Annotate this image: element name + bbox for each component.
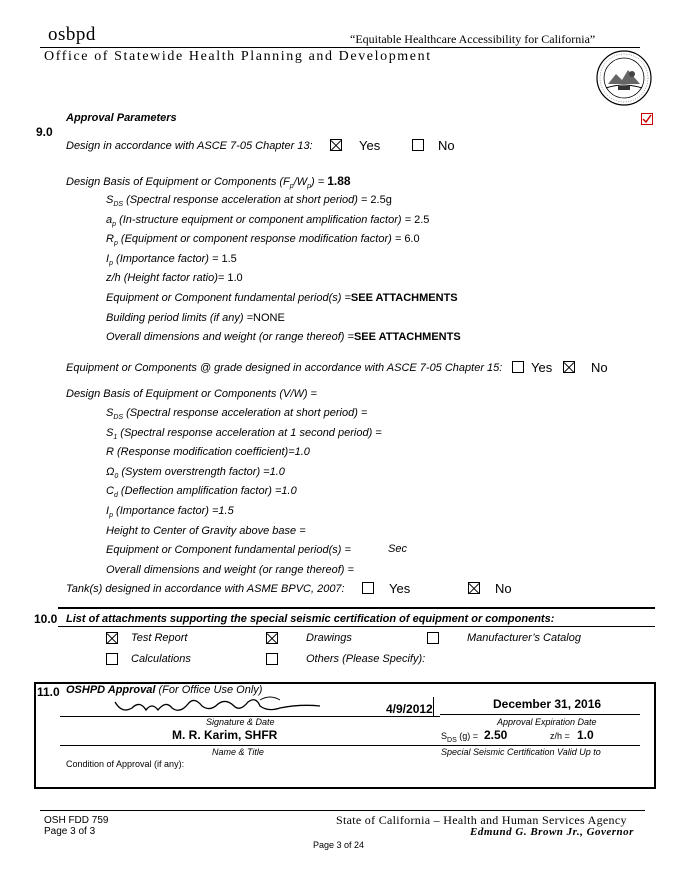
section-10-number: 10.0: [34, 612, 58, 626]
param-row: [106, 427, 382, 441]
param-text: (Importance factor) =1.5: [112, 505, 234, 517]
param-text: Height to Center of Gravity above base =: [106, 524, 306, 537]
asme-no-checkbox[interactable]: [468, 582, 480, 594]
section-11-number: 11.0: [37, 685, 60, 699]
expiration-date: December 31, 2016: [493, 697, 602, 711]
asce-ch13-no-label: No: [438, 138, 455, 153]
zh-label: z/h =: [550, 731, 570, 741]
param-row: [106, 312, 285, 324]
param-subscript: 0: [114, 472, 119, 480]
param-value: SEE ATTACHMENTS: [353, 331, 461, 344]
param-row: [106, 564, 354, 576]
param-row: [106, 233, 420, 247]
approver-name: M. R. Karim, SHFR: [172, 728, 278, 742]
drawings-label: Drawings: [306, 632, 352, 644]
calculations-label: Calculations: [131, 653, 191, 665]
asme-yes-label: Yes: [389, 581, 411, 596]
cert-caption: Special Seismic Certification Valid Up to: [441, 747, 601, 757]
param-text: (Equipment or component response modification factor) =: [117, 233, 405, 246]
asce-ch13-label: Design in accordance with ASCE 7-05 Chapter 13:: [66, 140, 313, 152]
param-row: [106, 466, 285, 480]
drawings-checkbox[interactable]: [266, 632, 278, 644]
document-page-number: Page 3 of 24: [313, 840, 365, 850]
design-basis-vw-label: Design Basis of Equipment or Components (V/W) =: [66, 388, 317, 400]
param-text: (In-structure equipment or component amplification factor) =: [116, 213, 415, 226]
param-symbol: R: [106, 233, 114, 246]
param-row: [106, 214, 429, 228]
param-row: [106, 446, 310, 458]
section-9-number: 9.0: [36, 125, 53, 139]
param-symbol: z/h: [106, 272, 121, 285]
asce-ch15-no-checkbox[interactable]: [563, 361, 575, 373]
param-text: R (Response modification coefficient)=1.0: [106, 446, 310, 459]
design-basis-fp-label: Design Basis of Equipment or Components $(F_p/W_p) = 1.88$: [66, 174, 351, 191]
manufacturers-catalog-checkbox[interactable]: [427, 632, 439, 644]
param-text: Building period limits (if any) =: [106, 311, 254, 324]
california-seal-icon: [596, 50, 652, 106]
param-subscript: DS: [113, 201, 124, 209]
param-text: (Height factor ratio)=: [120, 272, 228, 285]
form-id: OSH FDD 759: [44, 815, 109, 826]
expiration-caption: Approval Expiration Date: [497, 717, 597, 727]
param-value: 2.5: [414, 213, 430, 226]
design-basis-fp-value: 1.88: [327, 174, 351, 188]
param-symbol: I: [106, 505, 110, 517]
period-unit-sec: Sec: [388, 543, 407, 555]
param-subscript: p: [109, 512, 113, 520]
param-text: (System overstrength factor) =1.0: [118, 465, 285, 478]
param-text: (Deflection amplification factor) =1.0: [117, 485, 297, 498]
test-report-label: Test Report: [131, 632, 188, 644]
sds-value: 2.50: [484, 728, 508, 742]
param-row: [106, 485, 297, 499]
section-11-title: OSHPD Approval (For Office Use Only): [66, 684, 263, 696]
param-symbol: C: [106, 485, 114, 498]
param-subscript: p: [113, 240, 118, 248]
expiration-line: [440, 714, 640, 715]
param-subscript: p: [112, 220, 117, 228]
param-value: 1.5: [221, 252, 237, 265]
param-row: [106, 544, 351, 556]
param-text: Overall dimensions and weight (or range thereof) =: [106, 563, 354, 576]
section-10-top-rule: [58, 607, 655, 609]
param-value: SEE ATTACHMENTS: [350, 292, 458, 304]
param-text: Equipment or Component fundamental period(s) =: [106, 544, 351, 557]
form-page: Page 3 of 3: [44, 826, 96, 837]
param-value: 6.0: [404, 233, 420, 246]
param-symbol: S: [106, 407, 114, 419]
param-text: (Spectral response acceleration at short period) =: [123, 194, 371, 206]
param-symbol: a: [106, 213, 113, 226]
param-symbol: S: [106, 194, 114, 206]
asce-ch15-yes-label: Yes: [531, 360, 553, 375]
param-symbol: S: [106, 426, 114, 439]
zh-value: 1.0: [577, 728, 594, 742]
asce-ch15-yes-checkbox[interactable]: [512, 361, 524, 373]
section-10-title: List of attachments supporting the special seismic certification of equipment or components:: [66, 613, 555, 625]
name-caption: Name & Title: [212, 747, 264, 757]
asme-no-label: No: [495, 581, 512, 596]
param-symbol: I: [106, 252, 110, 265]
param-text: Overall dimensions and weight (or range thereof) =: [106, 331, 354, 344]
agency-name: State of California – Health and Human Services Agency: [336, 813, 627, 827]
param-text: (Spectral response acceleration at 1 second period) =: [117, 426, 382, 439]
asme-yes-checkbox[interactable]: [362, 582, 374, 594]
signature-date: 4/9/2012: [386, 702, 433, 716]
param-subscript: d: [113, 492, 118, 500]
signature-caption: Signature & Date: [206, 717, 275, 727]
office-name: Office of Statewide Health Planning and Development: [44, 49, 432, 64]
footer-rule: [40, 810, 645, 811]
param-row: [106, 525, 306, 537]
oshpd-logo: osbpd: [48, 24, 96, 45]
asce-ch13-yes-label: Yes: [359, 138, 381, 153]
sds-label: $S_{DS}$ (g) =: [441, 731, 479, 744]
asme-bpvc-label: Tank(s) designed in accordance with ASME BPVC, 2007:: [66, 583, 345, 595]
param-text: (Spectral response acceleration at short period) =: [123, 407, 368, 419]
param-row: [106, 272, 243, 284]
param-symbol: Ω: [106, 465, 115, 478]
governor-name: Edmund G. Brown Jr., Governor: [470, 826, 634, 838]
param-subscript: p: [109, 259, 113, 267]
param-row: [106, 505, 234, 519]
signature-image: [110, 692, 360, 718]
param-value: 1.0: [227, 272, 243, 285]
param-text: Equipment or Component fundamental period(s) =: [106, 292, 351, 304]
condition-of-approval: Condition of Approval (if any):: [66, 759, 185, 769]
manufacturers-catalog-label: Manufacturer’s Catalog: [467, 632, 581, 644]
header-rule: [40, 47, 640, 48]
others-checkbox[interactable]: [266, 653, 278, 665]
asce-ch15-no-label: No: [591, 360, 608, 375]
asce-ch13-yes-checkbox[interactable]: [330, 139, 342, 151]
tagline: “Equitable Healthcare Accessibility for California”: [350, 32, 596, 46]
param-value: NONE: [253, 311, 285, 324]
param-row: [106, 292, 458, 304]
red-checkbox-icon[interactable]: [641, 113, 653, 125]
test-report-checkbox[interactable]: [106, 632, 118, 644]
others-label: Others (Please Specify):: [306, 653, 426, 665]
calculations-checkbox[interactable]: [106, 653, 118, 665]
param-row: [106, 407, 367, 421]
param-row: [106, 331, 461, 343]
param-subscript: 1: [113, 433, 118, 441]
param-subscript: DS: [113, 414, 124, 422]
section-10-title-rule: [58, 626, 655, 627]
signature-date-cursor: [433, 697, 434, 717]
param-row: [106, 253, 237, 267]
name-line: [60, 745, 640, 746]
asce-ch15-label: Equipment or Components @ grade designed in accordance with ASCE 7-05 Chapter 15:: [66, 362, 503, 374]
approval-parameters-title: Approval Parameters: [66, 112, 177, 124]
asce-ch13-no-checkbox[interactable]: [412, 139, 424, 151]
param-text: (Importance factor) =: [112, 252, 222, 265]
param-row: [106, 194, 392, 208]
param-value: 2.5g: [370, 194, 392, 206]
